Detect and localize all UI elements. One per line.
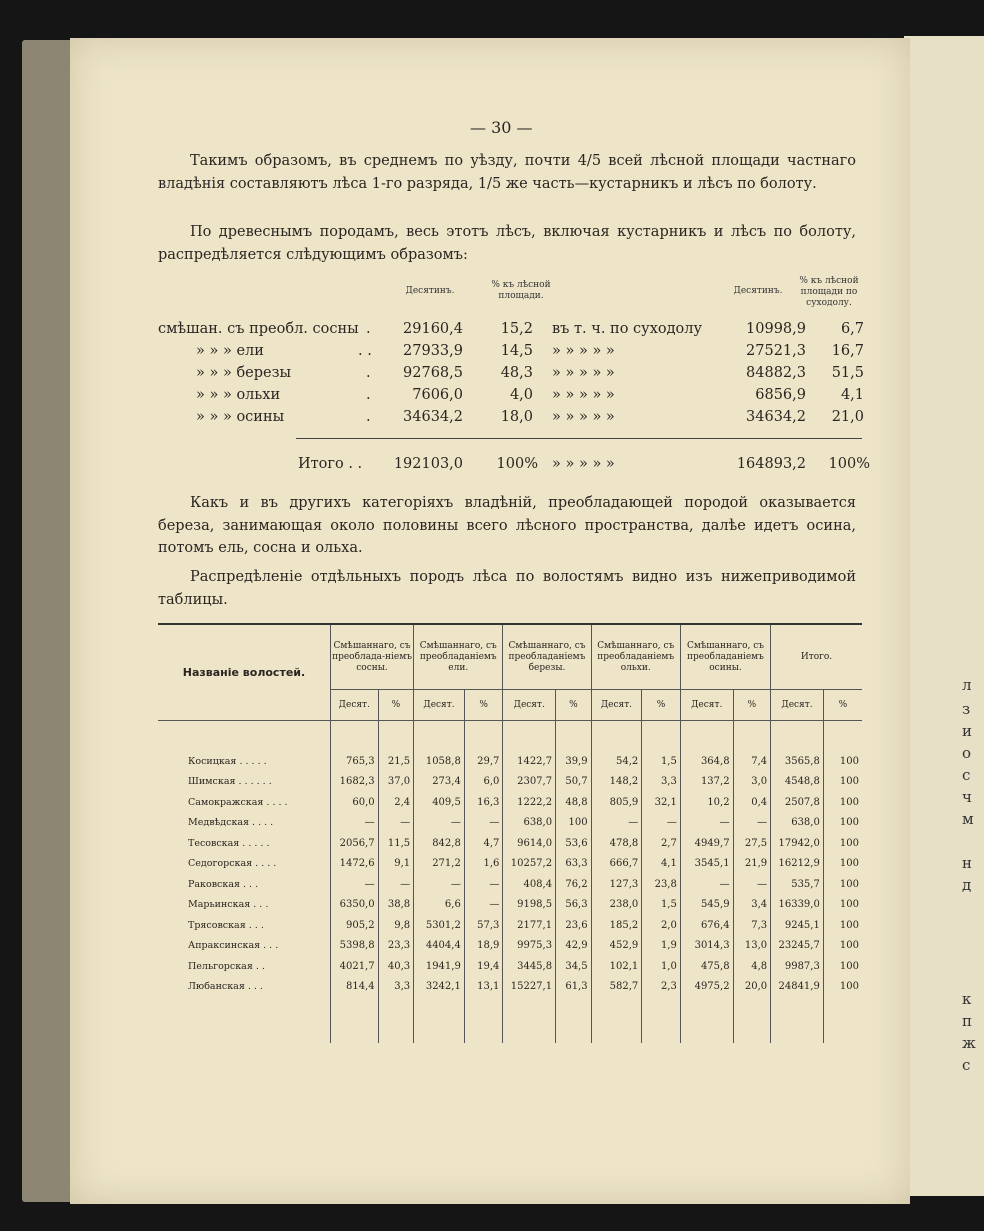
table-cell: — bbox=[642, 813, 681, 834]
table-cell: 1058,8 bbox=[414, 751, 465, 772]
table-row bbox=[158, 813, 862, 834]
table-row bbox=[158, 751, 862, 772]
volost-name: Трясовская . . . bbox=[188, 919, 264, 931]
table-cell: 1682,3 bbox=[330, 772, 378, 793]
paragraph-4: Распредѣленіе отдѣльныхъ породъ лѣса по волостямъ видно изъ нижеприводимой таблицы. bbox=[158, 569, 856, 608]
table-cell: 4949,7 bbox=[680, 833, 733, 854]
table-row bbox=[158, 792, 862, 813]
sub-header-pct: % bbox=[378, 690, 414, 721]
table-cell: 15227,1 bbox=[503, 977, 556, 998]
table-cell: 34,5 bbox=[556, 956, 592, 977]
table-cell: 3565,8 bbox=[771, 751, 824, 772]
table-cell: 21,5 bbox=[378, 751, 414, 772]
group-header-total: Итого. bbox=[771, 624, 862, 690]
summary-row bbox=[158, 321, 868, 343]
table-cell: 6,6 bbox=[414, 895, 465, 916]
table-cell: 805,9 bbox=[591, 792, 642, 813]
summary-row-dry-pct: 4,1 bbox=[840, 387, 864, 403]
table-cell: — bbox=[680, 874, 733, 895]
table-cell: 475,8 bbox=[680, 956, 733, 977]
table-cell: 9198,5 bbox=[503, 895, 556, 916]
table-cell: — bbox=[378, 813, 414, 834]
summary-header-desyatin: Десятинъ. bbox=[405, 286, 455, 296]
table-cell: 16,3 bbox=[464, 792, 503, 813]
table-cell: — bbox=[414, 874, 465, 895]
paragraph-3: Какъ и въ другихъ категоріяхъ владѣній, преобладающей породой оказывается береза, занимающая около половины всего лѣсного пространства, далѣе идетъ осина, потомъ ель, сосна и ольха. bbox=[158, 495, 856, 556]
table-cell: 7,4 bbox=[733, 751, 771, 772]
table-cell: 100 bbox=[823, 854, 862, 875]
table-cell: 2,4 bbox=[378, 792, 414, 813]
page-number: — 30 — bbox=[470, 118, 533, 137]
facing-page-fragment: д bbox=[962, 876, 972, 894]
volost-name: Апраксинская . . . bbox=[188, 940, 279, 952]
table-cell: 100 bbox=[823, 833, 862, 854]
summary-row-label: » » » березы bbox=[196, 365, 292, 381]
table-cell: 23,3 bbox=[378, 936, 414, 957]
facing-page-fragment: и bbox=[962, 722, 972, 740]
table-cell: 185,2 bbox=[591, 915, 642, 936]
volost-name: Тесовская . . . . . bbox=[188, 837, 270, 849]
table-row bbox=[158, 854, 862, 875]
table-cell: 814,4 bbox=[330, 977, 378, 998]
table-cell: 408,4 bbox=[503, 874, 556, 895]
sub-header-desyatin: Десят. bbox=[414, 690, 465, 721]
summary-row-mid: » » » » » bbox=[552, 409, 615, 425]
table-cell: 63,3 bbox=[556, 854, 592, 875]
summary-row-pct: 48,3 bbox=[500, 365, 533, 381]
table-cell: 676,4 bbox=[680, 915, 733, 936]
table-cell: 56,3 bbox=[556, 895, 592, 916]
summary-row-total: 27933,9 bbox=[403, 343, 463, 359]
paragraph-1: Такимъ образомъ, въ среднемъ по уѣзду, почти 4/5 всей лѣсной площади частнаго владѣнія составляютъ лѣса 1-го разряда, 1/5 же часть—кустарникъ и лѣсъ по болоту. bbox=[158, 153, 856, 192]
volost-name: Любанская . . . bbox=[188, 981, 263, 993]
summary-total-value: 192103,0 bbox=[393, 456, 463, 472]
table-cell: 9987,3 bbox=[771, 956, 824, 977]
table-cell: 638,0 bbox=[771, 813, 824, 834]
summary-row-dry: 6856,9 bbox=[755, 387, 806, 403]
table-cell: 2056,7 bbox=[330, 833, 378, 854]
table-cell: 100 bbox=[823, 751, 862, 772]
table-cell: 137,2 bbox=[680, 772, 733, 793]
summary-row-dry-pct: 16,7 bbox=[831, 343, 864, 359]
summary-row-label: » » » осины bbox=[196, 409, 285, 425]
volost-name: Раковская . . . bbox=[188, 878, 259, 890]
table-cell: 50,7 bbox=[556, 772, 592, 793]
table-cell: — bbox=[464, 895, 503, 916]
table-cell: 148,2 bbox=[591, 772, 642, 793]
table-cell: 905,2 bbox=[330, 915, 378, 936]
summary-row-dots: . bbox=[366, 387, 371, 403]
table-cell: 409,5 bbox=[414, 792, 465, 813]
table-cell: 3,4 bbox=[733, 895, 771, 916]
table-cell: 18,9 bbox=[464, 936, 503, 957]
summary-row-dots: . bbox=[366, 409, 371, 425]
table-row bbox=[158, 936, 862, 957]
table-cell: 20,0 bbox=[733, 977, 771, 998]
summary-row-dry-pct: 21,0 bbox=[831, 409, 864, 425]
table-cell: 100 bbox=[823, 772, 862, 793]
facing-page bbox=[904, 36, 984, 1196]
table-cell: 4021,7 bbox=[330, 956, 378, 977]
summary-row-dots: . bbox=[366, 365, 371, 381]
volost-name: Косицкая . . . . . bbox=[188, 755, 267, 767]
sub-header-desyatin: Десят. bbox=[503, 690, 556, 721]
table-cell: 4548,8 bbox=[771, 772, 824, 793]
summary-row bbox=[158, 365, 868, 387]
table-cell: 23,6 bbox=[556, 915, 592, 936]
table-cell: 2507,8 bbox=[771, 792, 824, 813]
table-cell: — bbox=[733, 874, 771, 895]
summary-total-row bbox=[158, 456, 868, 478]
volost-name: Седогорская . . . . bbox=[188, 858, 277, 870]
table-cell: 1472,6 bbox=[330, 854, 378, 875]
summary-header-pct-dry: % къ лѣсной площади по суходолу. bbox=[799, 276, 859, 308]
table-cell: — bbox=[680, 813, 733, 834]
summary-total-label: Итого . . bbox=[298, 456, 363, 472]
summary-row-mid: » » » » » bbox=[552, 365, 615, 381]
summary-row-total: 29160,4 bbox=[403, 321, 463, 337]
table-cell: 3,3 bbox=[378, 977, 414, 998]
table-cell: — bbox=[733, 813, 771, 834]
group-header-birch: Смѣшаннаго, съ преобладаніемъ березы. bbox=[503, 624, 591, 690]
table-cell: — bbox=[414, 813, 465, 834]
table-cell: 238,0 bbox=[591, 895, 642, 916]
table-cell: 57,3 bbox=[464, 915, 503, 936]
book-page bbox=[70, 38, 910, 1204]
summary-row bbox=[158, 409, 868, 431]
table-cell: 0,4 bbox=[733, 792, 771, 813]
table-cell: 4,7 bbox=[464, 833, 503, 854]
summary-row-dry-pct: 51,5 bbox=[831, 365, 864, 381]
table-cell: 23245,7 bbox=[771, 936, 824, 957]
sub-header-pct: % bbox=[642, 690, 681, 721]
table-cell: 10,2 bbox=[680, 792, 733, 813]
table-row bbox=[158, 915, 862, 936]
table-cell: 1,0 bbox=[642, 956, 681, 977]
table-cell: 29,7 bbox=[464, 751, 503, 772]
volost-name: Медвѣдская . . . . bbox=[188, 817, 274, 829]
volost-name: Самокражская . . . . bbox=[188, 796, 288, 808]
summary-header-desyatin-dry: Десятинъ. bbox=[733, 286, 783, 296]
table-cell: 1,5 bbox=[642, 895, 681, 916]
table-cell: 6,0 bbox=[464, 772, 503, 793]
table-cell: 48,8 bbox=[556, 792, 592, 813]
summary-row-dry: 10998,9 bbox=[746, 321, 806, 337]
table-cell: 102,1 bbox=[591, 956, 642, 977]
table-cell: — bbox=[591, 813, 642, 834]
group-header-alder: Смѣшаннаго, съ преобладаніемъ ольхи. bbox=[591, 624, 680, 690]
table-cell: 666,7 bbox=[591, 854, 642, 875]
summary-row-total: 92768,5 bbox=[403, 365, 463, 381]
summary-row-dots: . . bbox=[358, 343, 372, 359]
facing-page-fragment: з bbox=[962, 700, 971, 718]
summary-row-dry: 34634,2 bbox=[746, 409, 806, 425]
table-cell: 271,2 bbox=[414, 854, 465, 875]
table-cell: 10257,2 bbox=[503, 854, 556, 875]
table-cell: 3,0 bbox=[733, 772, 771, 793]
table-cell: 1422,7 bbox=[503, 751, 556, 772]
summary-row bbox=[158, 343, 868, 365]
table-cell: 2177,1 bbox=[503, 915, 556, 936]
table-cell: 38,8 bbox=[378, 895, 414, 916]
table-cell: 23,8 bbox=[642, 874, 681, 895]
table-cell: 3014,3 bbox=[680, 936, 733, 957]
table-cell: 842,8 bbox=[414, 833, 465, 854]
table-cell: 100 bbox=[823, 813, 862, 834]
facing-page-fragment: с bbox=[962, 766, 971, 784]
summary-total-dry-pct: 100% bbox=[828, 456, 870, 472]
table-cell: — bbox=[330, 874, 378, 895]
sub-header-desyatin: Десят. bbox=[771, 690, 824, 721]
table-cell: 21,9 bbox=[733, 854, 771, 875]
volost-name: Марьинская . . . bbox=[188, 899, 269, 911]
table-cell: 2,3 bbox=[642, 977, 681, 998]
table-cell: 54,2 bbox=[591, 751, 642, 772]
summary-row bbox=[158, 387, 868, 409]
table-cell: 3242,1 bbox=[414, 977, 465, 998]
table-cell: 40,3 bbox=[378, 956, 414, 977]
sub-header-pct: % bbox=[823, 690, 862, 721]
sub-header-desyatin: Десят. bbox=[330, 690, 378, 721]
table-cell: 2,7 bbox=[642, 833, 681, 854]
table-cell: 100 bbox=[556, 813, 592, 834]
table-cell: 100 bbox=[823, 956, 862, 977]
facing-page-fragment: к bbox=[962, 990, 972, 1008]
facing-page-fragment: н bbox=[962, 854, 972, 872]
table-cell: 6350,0 bbox=[330, 895, 378, 916]
table-cell: 9614,0 bbox=[503, 833, 556, 854]
table-cell: 9,1 bbox=[378, 854, 414, 875]
table-cell: 765,3 bbox=[330, 751, 378, 772]
summary-row-dry: 84882,3 bbox=[746, 365, 806, 381]
table-cell: 13,1 bbox=[464, 977, 503, 998]
group-header-aspen: Смѣшаннаго, съ преобладаніемъ осины. bbox=[680, 624, 770, 690]
table-cell: 3445,8 bbox=[503, 956, 556, 977]
table-row bbox=[158, 956, 862, 977]
table-cell: 1,9 bbox=[642, 936, 681, 957]
table-cell: 19,4 bbox=[464, 956, 503, 977]
table-cell: 37,0 bbox=[378, 772, 414, 793]
summary-row-dry: 27521,3 bbox=[746, 343, 806, 359]
table-cell: 273,4 bbox=[414, 772, 465, 793]
sub-header-pct: % bbox=[733, 690, 771, 721]
table-cell: 76,2 bbox=[556, 874, 592, 895]
summary-row-label: смѣшан. съ преобл. сосны bbox=[158, 321, 359, 337]
summary-row-mid: » » » » » bbox=[552, 387, 615, 403]
summary-row-pct: 18,0 bbox=[500, 409, 533, 425]
summary-row-dots: . bbox=[366, 321, 371, 337]
summary-header-pct: % къ лѣсной площади. bbox=[491, 280, 551, 301]
table-cell: 11,5 bbox=[378, 833, 414, 854]
table-cell: 60,0 bbox=[330, 792, 378, 813]
summary-row-total: 34634,2 bbox=[403, 409, 463, 425]
table-row bbox=[158, 977, 862, 998]
table-row bbox=[158, 874, 862, 895]
volost-table bbox=[158, 623, 862, 1043]
summary-total-dry: 164893,2 bbox=[736, 456, 806, 472]
table-cell: 1,6 bbox=[464, 854, 503, 875]
summary-total-mid: » » » » » bbox=[552, 456, 615, 472]
table-cell: 100 bbox=[823, 936, 862, 957]
table-cell: 582,7 bbox=[591, 977, 642, 998]
table-cell: 39,9 bbox=[556, 751, 592, 772]
table-cell: 1,5 bbox=[642, 751, 681, 772]
table-cell: 32,1 bbox=[642, 792, 681, 813]
table-cell: 1941,9 bbox=[414, 956, 465, 977]
facing-page-fragment: о bbox=[962, 744, 972, 762]
table-cell: 478,8 bbox=[591, 833, 642, 854]
table-cell: 27,5 bbox=[733, 833, 771, 854]
table-cell: 4,8 bbox=[733, 956, 771, 977]
summary-row-dry-pct: 6,7 bbox=[840, 321, 864, 337]
table-cell: — bbox=[464, 813, 503, 834]
summary-row-label: » » » ольхи bbox=[196, 387, 281, 403]
group-header-pine: Смѣшаннаго, съ преоблада-ніемъ сосны. bbox=[330, 624, 413, 690]
table-cell: 638,0 bbox=[503, 813, 556, 834]
table-cell: 364,8 bbox=[680, 751, 733, 772]
summary-row-label: » » » ели bbox=[196, 343, 264, 359]
table-cell: 100 bbox=[823, 792, 862, 813]
table-cell: 127,3 bbox=[591, 874, 642, 895]
table-row bbox=[158, 833, 862, 854]
facing-page-fragment: л bbox=[962, 676, 972, 694]
table-cell: 100 bbox=[823, 977, 862, 998]
summary-row-pct: 14,5 bbox=[500, 343, 533, 359]
table-cell: 9245,1 bbox=[771, 915, 824, 936]
table-cell: 24841,9 bbox=[771, 977, 824, 998]
sub-header-desyatin: Десят. bbox=[680, 690, 733, 721]
table-cell: 17942,0 bbox=[771, 833, 824, 854]
sub-header-pct: % bbox=[556, 690, 592, 721]
table-cell: 4,1 bbox=[642, 854, 681, 875]
table-cell: 535,7 bbox=[771, 874, 824, 895]
table-cell: 100 bbox=[823, 915, 862, 936]
facing-page-fragment: м bbox=[962, 810, 974, 828]
facing-page-fragment: ж bbox=[962, 1034, 976, 1052]
summary-total-rule bbox=[296, 438, 862, 439]
paragraph-2: По древеснымъ породамъ, весь этотъ лѣсъ, включая кустарникъ и лѣсъ по болоту, распредѣляется слѣдующимъ образомъ: bbox=[158, 224, 856, 263]
table-cell: 5398,8 bbox=[330, 936, 378, 957]
table-row bbox=[158, 772, 862, 793]
table-row bbox=[158, 895, 862, 916]
table-cell: 100 bbox=[823, 895, 862, 916]
table-cell: 16212,9 bbox=[771, 854, 824, 875]
facing-page-fragment: с bbox=[962, 1056, 971, 1074]
facing-page-fragment: п bbox=[962, 1012, 972, 1030]
group-header-spruce: Смѣшаннаго, съ преобладаніемъ ели. bbox=[414, 624, 503, 690]
table-cell: 13,0 bbox=[733, 936, 771, 957]
table-cell: 9,8 bbox=[378, 915, 414, 936]
volost-name: Шимская . . . . . . bbox=[188, 776, 272, 788]
volost-name-header: Названіе волостей. bbox=[158, 624, 330, 721]
volost-name: Пельгорская . . bbox=[188, 960, 265, 972]
table-cell: — bbox=[330, 813, 378, 834]
table-cell: 100 bbox=[823, 874, 862, 895]
summary-row-total: 7606,0 bbox=[412, 387, 463, 403]
sub-header-pct: % bbox=[464, 690, 503, 721]
table-cell: 1222,2 bbox=[503, 792, 556, 813]
table-cell: 9975,3 bbox=[503, 936, 556, 957]
table-cell: 16339,0 bbox=[771, 895, 824, 916]
table-cell: 61,3 bbox=[556, 977, 592, 998]
summary-row-mid: въ т. ч. по суходолу bbox=[552, 321, 703, 337]
table-cell: 42,9 bbox=[556, 936, 592, 957]
table-cell: 3,3 bbox=[642, 772, 681, 793]
summary-row-pct: 4,0 bbox=[509, 387, 533, 403]
facing-page-fragment: ч bbox=[962, 788, 972, 806]
table-cell: 53,6 bbox=[556, 833, 592, 854]
table-cell: — bbox=[464, 874, 503, 895]
summary-row-pct: 15,2 bbox=[500, 321, 533, 337]
summary-total-pct: 100% bbox=[496, 456, 538, 472]
table-cell: 4975,2 bbox=[680, 977, 733, 998]
table-cell: 7,3 bbox=[733, 915, 771, 936]
table-cell: — bbox=[378, 874, 414, 895]
table-cell: 2,0 bbox=[642, 915, 681, 936]
table-cell: 5301,2 bbox=[414, 915, 465, 936]
sub-header-desyatin: Десят. bbox=[591, 690, 642, 721]
table-cell: 4404,4 bbox=[414, 936, 465, 957]
summary-row-mid: » » » » » bbox=[552, 343, 615, 359]
table-cell: 452,9 bbox=[591, 936, 642, 957]
table-cell: 3545,1 bbox=[680, 854, 733, 875]
table-cell: 545,9 bbox=[680, 895, 733, 916]
table-cell: 2307,7 bbox=[503, 772, 556, 793]
